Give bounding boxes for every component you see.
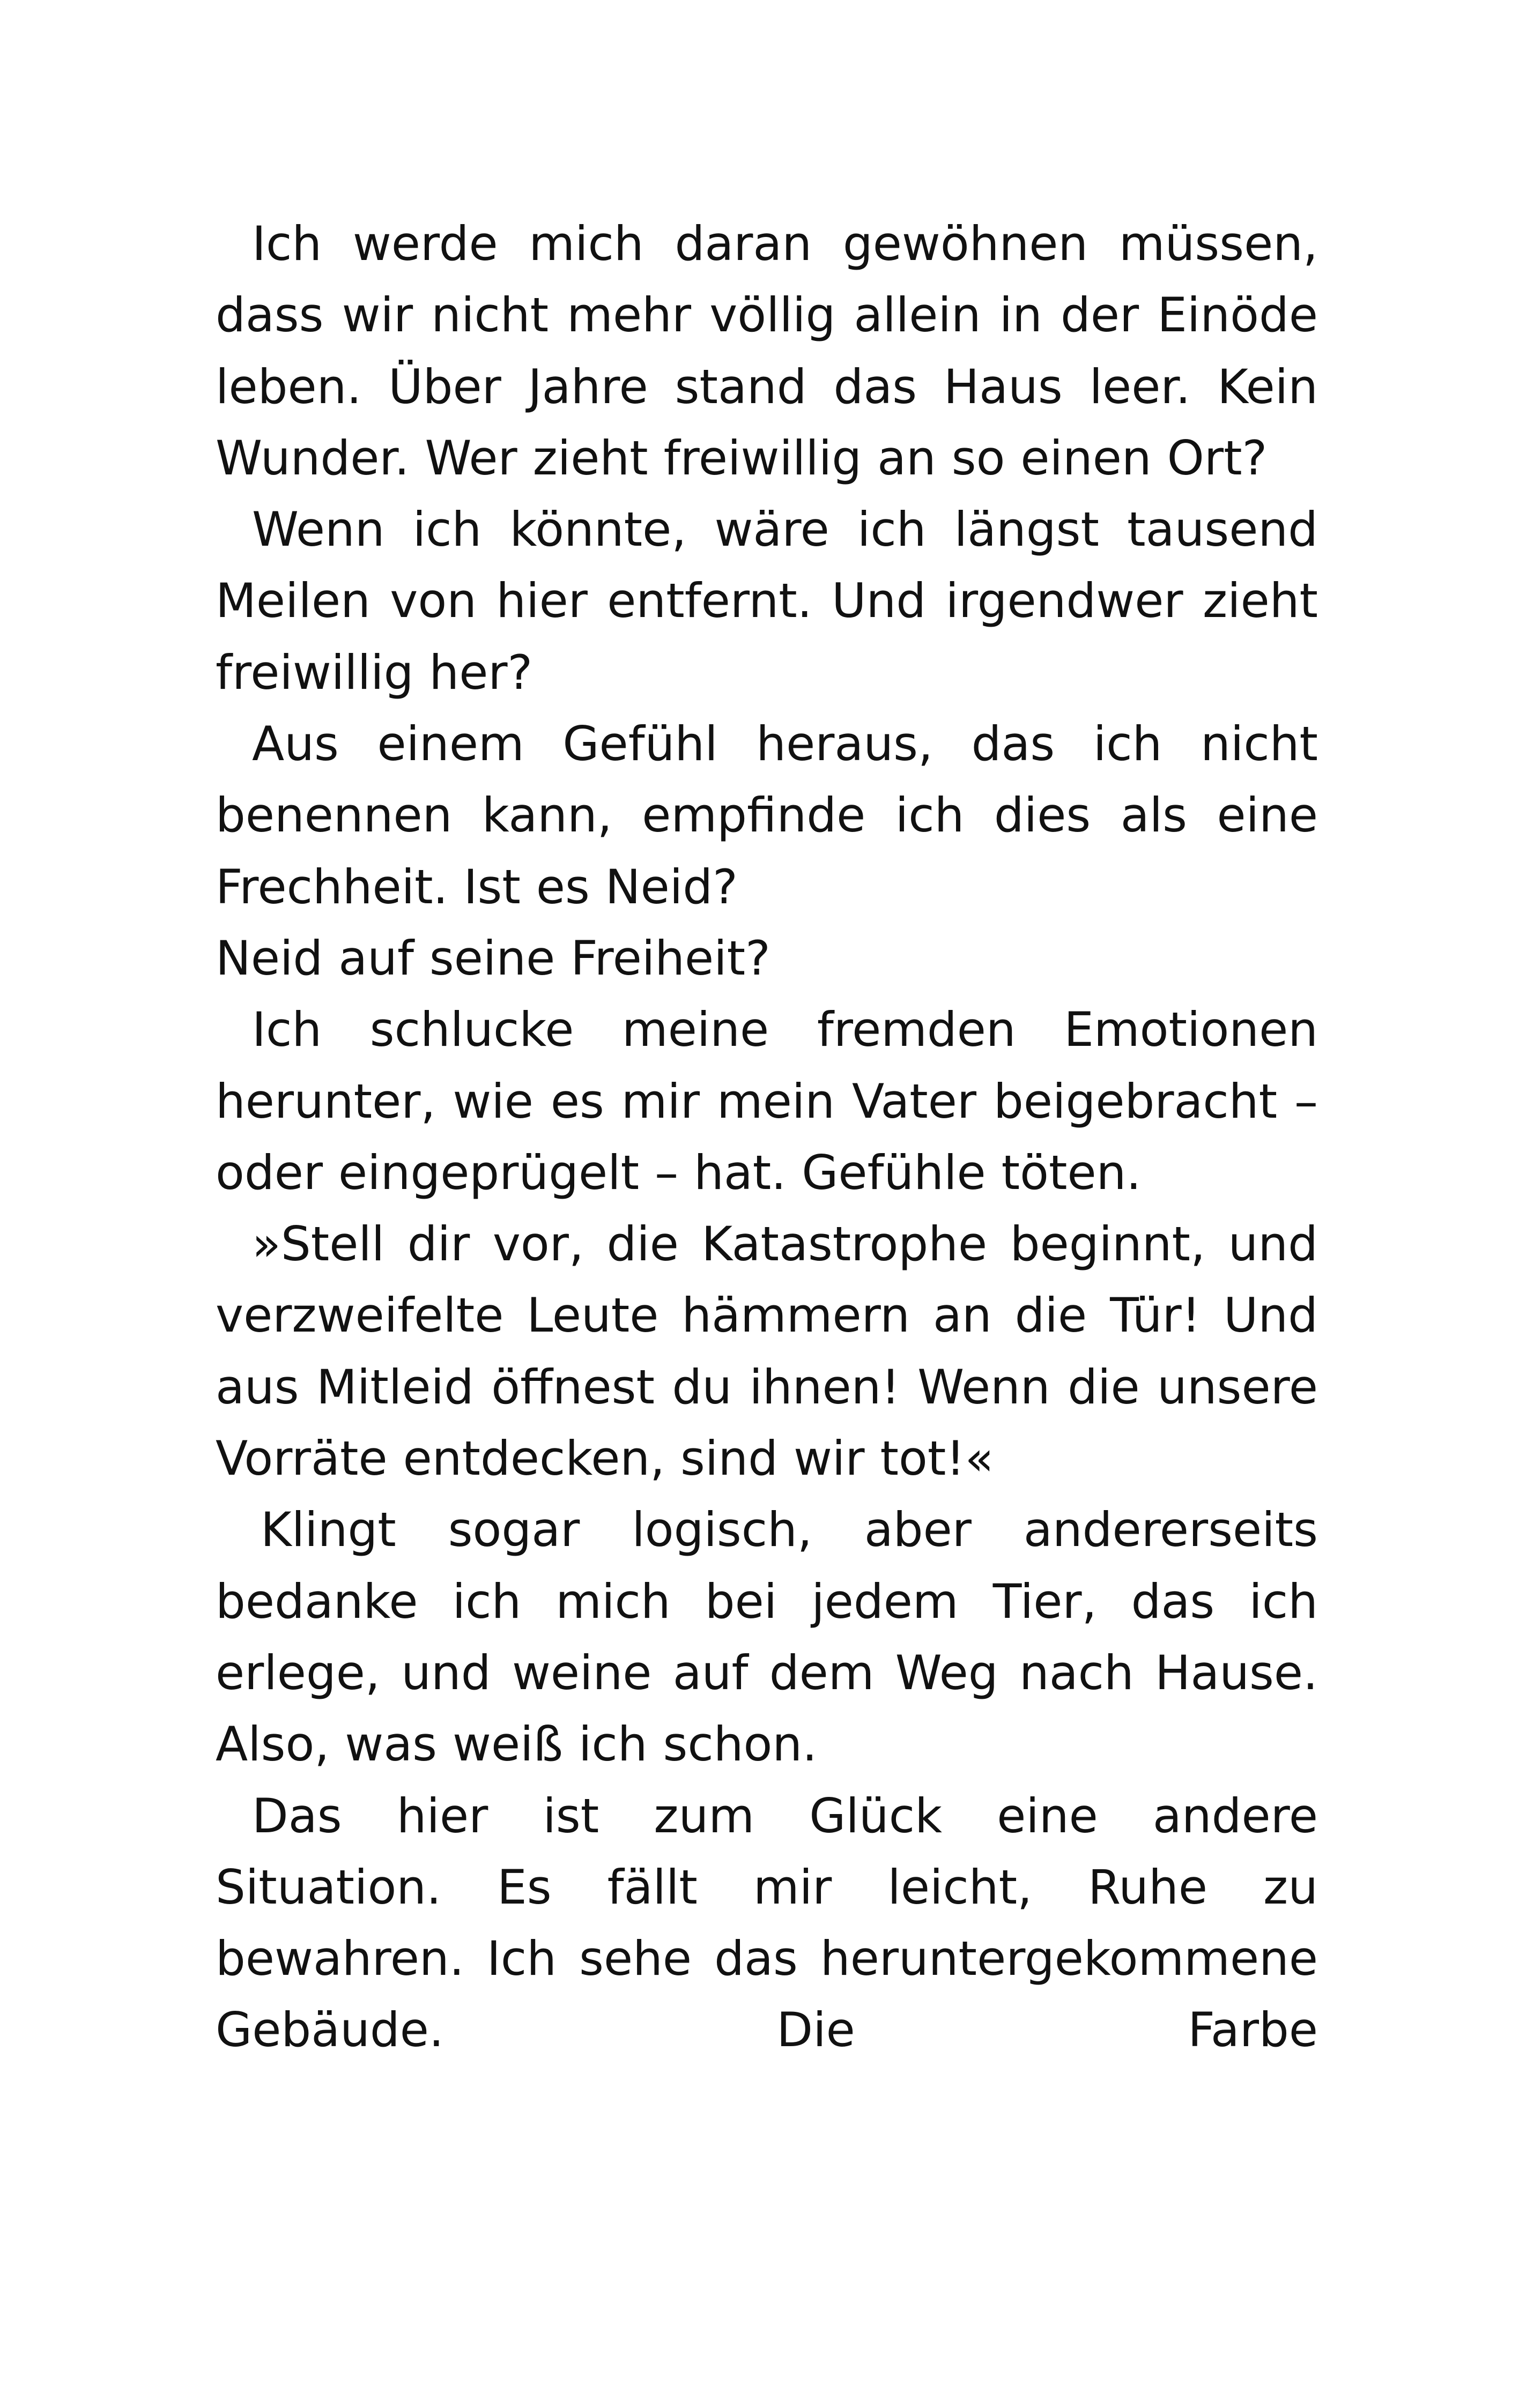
paragraph-2: Wenn ich könnte, wäre ich längst tausend Meilen von hier entfernt. Und irgendwer zieht freiwillig her? [216,502,1318,700]
paragraph-6: »Stell dir vor, die Katastrophe beginnt, und verzweifelte Leute hämmern an die Tür! Und aus Mitleid öffnest du ihnen! Wenn die unsere Vorräte entdecken, sind wir tot!« [216,1216,1318,1487]
paragraph-7: Klingt sogar logisch, aber andererseits bedanke ich mich bei jedem Tier, das ich erlege, und weine auf dem Weg nach Hause. Also, was weiß ich schon. [216,1502,1318,1772]
paragraph-5: Ich schlucke meine fremden Emotionen herunter, wie es mir mein Vater beigebracht – oder eingeprügelt – hat. Gefühle töten. [216,1002,1318,1200]
paragraph-3: Aus einem Gefühl heraus, das ich nicht benennen kann, empfinde ich dies als eine Frechheit. Ist es Neid? [216,716,1318,915]
paragraph-1: Ich werde mich daran gewöhnen müssen, dass wir nicht mehr völlig allein in der Einöde leben. Über Jahre stand das Haus leer. Kein Wunder. Wer zieht freiwillig an so einen Ort? [216,216,1318,486]
paragraph-8: Das hier ist zum Glück eine andere Situation. Es fällt mir leicht, Ruhe zu bewahren. Ich sehe das heruntergekommene Gebäude. Die Farbe [216,1788,1318,2058]
text-column [216,208,1318,2066]
paragraph-4: Neid auf seine Freiheit? [216,930,770,986]
